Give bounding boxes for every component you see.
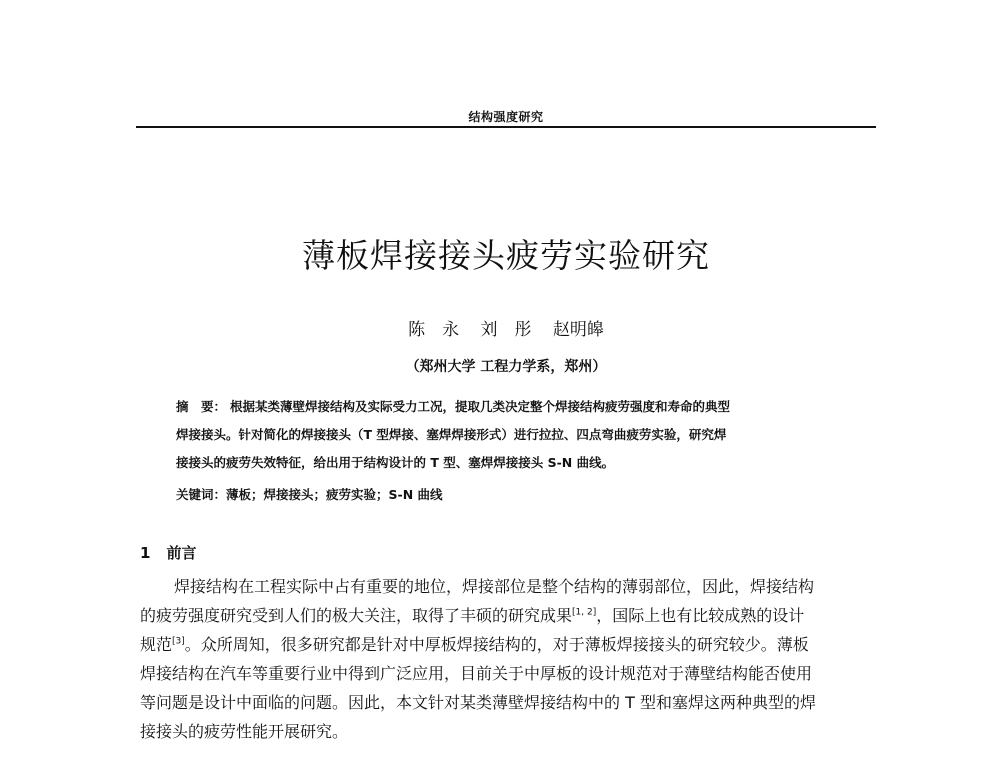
citation: [3]	[172, 636, 185, 647]
author-name: 刘 彤	[480, 320, 532, 340]
running-head: 结构强度研究	[468, 110, 544, 124]
keywords-label: 关键词：	[176, 487, 227, 502]
author-name: 陈 永	[408, 320, 460, 340]
paper-title: 薄板焊接接头疲劳实验研究	[302, 236, 710, 275]
keywords	[176, 485, 876, 503]
paragraph-line: 等问题是设计中面临的问题。因此，本文针对某类薄壁焊接结构中的 T 型和塞焊这两种典型的焊	[140, 693, 816, 712]
paragraph-line	[140, 601, 880, 630]
author-list	[136, 315, 876, 340]
paragraph-text: ，国际上也有比较成熟的设计	[596, 606, 805, 625]
keywords-text: 薄板；焊接接头；疲劳实验；S-N 曲线	[226, 487, 443, 502]
header-rule	[136, 126, 876, 128]
paragraph-line: 焊接结构在汽车等重要行业中得到广泛应用，目前关于中厚板的设计规范对于薄壁结构能否使用	[140, 664, 813, 683]
paragraph-line	[140, 630, 880, 659]
citation: [1, 2]	[572, 607, 597, 618]
paragraph-text: 规范	[140, 635, 173, 654]
section-title: 前言	[166, 544, 197, 562]
affiliation: （郑州大学 工程力学系，郑州）	[405, 359, 607, 375]
paragraph-text: 的疲劳强度研究受到人们的极大关注，取得了丰硕的研究成果	[140, 606, 573, 625]
section-number: 1	[140, 544, 151, 562]
paragraph-line: 焊接结构在工程实际中占有重要的地位，焊接部位是整个结构的薄弱部位，因此，焊接结构	[174, 577, 815, 596]
author-name: 赵明皞	[552, 320, 604, 340]
paragraph-line: 接接头的疲劳性能开展研究。	[140, 722, 349, 741]
paragraph-text: 。众所周知，很多研究都是针对中厚板焊接结构的，对于薄板焊接接头的研究较少。薄板	[184, 635, 809, 654]
section-heading	[140, 542, 196, 563]
abstract-label: 摘 要：	[176, 399, 227, 414]
abstract-text: 根据某类薄壁焊接结构及实际受力工况，提取几类决定整个焊接结构疲劳强度和寿命的典型	[230, 399, 731, 414]
body-paragraph	[140, 572, 880, 746]
abstract	[176, 393, 876, 477]
abstract-line	[176, 393, 876, 421]
abstract-line: 焊接接头。针对简化的焊接接头（T 型焊接、塞焊焊接形式）进行拉拉、四点弯曲疲劳实验，研究焊	[176, 427, 727, 442]
abstract-line: 接接头的疲劳失效特征，给出用于结构设计的 T 型、塞焊焊接接头 S-N 曲线。	[176, 455, 615, 470]
